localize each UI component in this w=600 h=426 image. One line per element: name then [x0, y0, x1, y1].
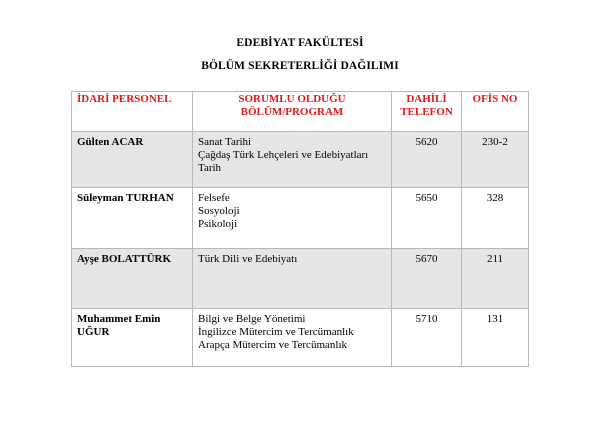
phone-extension: 5670 — [392, 249, 462, 309]
program-item: Tarih — [198, 162, 222, 174]
office-number: 131 — [462, 309, 529, 367]
column-header-phone-line1: DAHİLİ — [406, 93, 447, 105]
column-header-office: OFİS NO — [462, 92, 529, 132]
program-item: Psikoloji — [198, 218, 238, 230]
faculty-title: EDEBİYAT FAKÜLTESİ — [236, 37, 364, 49]
program-item: Çağdaş Türk Lehçeleri ve Edebiyatları — [198, 149, 369, 161]
office-number: 230-2 — [462, 132, 529, 188]
office-number: 211 — [462, 249, 529, 309]
column-header-phone-line2: TELEFON — [400, 106, 453, 118]
column-header-phone — [392, 92, 462, 132]
program-cell — [193, 249, 392, 309]
program-item: Türk Dili ve Edebiyatı — [198, 253, 298, 265]
personnel-name-line2: UĞUR — [77, 326, 110, 338]
program-item: İngilizce Mütercim ve Tercümanlık — [198, 326, 354, 338]
table-row — [72, 132, 529, 188]
table-row — [72, 249, 529, 309]
program-item: Arapça Mütercim ve Tercümanlık — [198, 339, 347, 351]
personnel-name: Ayşe BOLATTÜRK — [72, 249, 193, 309]
table-header-row — [72, 92, 529, 132]
personnel-name: Süleyman TURHAN — [72, 188, 193, 249]
program-item: Felsefe — [198, 192, 230, 204]
program-cell — [193, 309, 392, 367]
column-header-program — [193, 92, 392, 132]
personnel-name-line1: Muhammet Emin — [77, 313, 161, 325]
program-item: Sanat Tarihi — [198, 136, 252, 148]
personnel-name: Gülten ACAR — [72, 132, 193, 188]
phone-extension: 5650 — [392, 188, 462, 249]
program-item: Sosyoloji — [198, 205, 240, 217]
column-header-personnel: İDARİ PERSONEL — [72, 92, 193, 132]
personnel-name — [72, 309, 193, 367]
program-cell — [193, 132, 392, 188]
office-number: 328 — [462, 188, 529, 249]
table-row — [72, 188, 529, 249]
document-title: BÖLÜM SEKRETERLİĞİ DAĞILIMI — [201, 60, 399, 72]
program-cell — [193, 188, 392, 249]
secretary-table — [71, 91, 529, 367]
program-item: Bilgi ve Belge Yönetimi — [198, 313, 306, 325]
phone-extension: 5620 — [392, 132, 462, 188]
table-row — [72, 309, 529, 367]
column-header-program-line2: BÖLÜM/PROGRAM — [240, 106, 344, 118]
phone-extension: 5710 — [392, 309, 462, 367]
column-header-program-line1: SORUMLU OLDUĞU — [238, 93, 346, 105]
